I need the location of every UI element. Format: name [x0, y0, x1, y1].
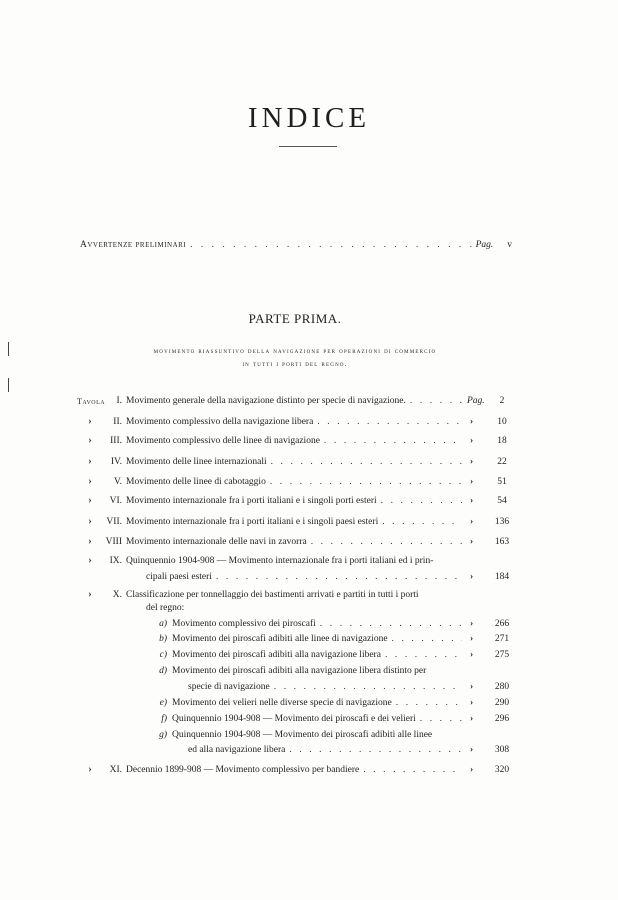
ditto-mark: ›	[470, 714, 474, 724]
tavola-label: Tavola	[77, 397, 106, 406]
toc-entry-text: Movimento complessivo delle linee di navigazione	[126, 436, 320, 446]
toc-entry[interactable]	[126, 765, 466, 775]
toc-entry-number: IX.	[109, 556, 122, 566]
toc-page-number: 271	[494, 634, 510, 644]
dot-leader	[216, 572, 462, 582]
toc-sub-entry[interactable]	[172, 650, 466, 660]
pag-label: Pag.	[467, 396, 485, 406]
toc-entry[interactable]	[146, 572, 466, 582]
toc-page-number: 296	[494, 714, 510, 724]
sub-entry-letter: e)	[159, 698, 167, 708]
toc-entry[interactable]	[126, 396, 466, 406]
toc-entry-text: cipali paesi esteri	[146, 572, 212, 582]
ditto-mark: ›	[470, 650, 474, 660]
toc-entry-text: Movimento delle linee di cabotaggio	[126, 477, 266, 487]
toc-page-number: 184	[494, 572, 510, 582]
toc-page-number: 22	[497, 457, 507, 467]
toc-entry-text: specie di navigazione	[188, 682, 270, 692]
toc-page-number: 320	[494, 765, 510, 775]
toc-page-number: 10	[497, 417, 507, 427]
page-title: INDICE	[247, 102, 371, 134]
ditto-mark: ›	[470, 517, 474, 527]
dot-leader	[289, 745, 462, 755]
toc-sub-entry[interactable]	[172, 698, 466, 708]
sub-entry-letter: b)	[159, 634, 167, 644]
toc-entry[interactable]	[126, 517, 466, 527]
sub-entry-letter: g)	[159, 730, 167, 740]
dot-leader	[363, 765, 462, 775]
toc-page-number: 163	[494, 537, 510, 547]
dot-leader	[270, 477, 462, 487]
dot-leader	[317, 417, 462, 427]
ditto-mark: ›	[470, 634, 474, 644]
toc-entry-number: III.	[110, 436, 122, 446]
toc-page-number: 280	[494, 682, 510, 692]
dot-leader	[274, 682, 462, 692]
toc-entry-text: Decennio 1899-908 — Movimento complessivo per bandiere	[126, 765, 360, 775]
toc-entry-number: VI.	[109, 496, 122, 506]
sub-entry-letter: f)	[161, 714, 167, 724]
sub-entry-letter: a)	[159, 619, 167, 629]
ditto-mark: ›	[88, 536, 92, 547]
ditto-mark: ›	[88, 476, 92, 487]
toc-entry-text: Movimento complessivo della navigazione libera	[126, 417, 314, 427]
toc-page-number: v	[507, 240, 512, 250]
toc-entry-text[interactable]: Movimento dei piroscafi adibiti alla navigazione libera distinto per	[172, 666, 427, 676]
toc-entry-text: Movimento delle linee internazionali	[126, 457, 267, 467]
toc-entry-text: Quinquennio 1904-908 — Movimento dei piroscafi e dei velieri	[172, 714, 416, 724]
toc-entry[interactable]	[126, 417, 466, 427]
ditto-mark: ›	[88, 555, 92, 566]
ditto-mark: ›	[88, 456, 92, 467]
toc-entry-number: II.	[113, 417, 122, 427]
ditto-mark: ›	[470, 537, 474, 547]
ditto-mark: ›	[470, 765, 474, 775]
ditto-mark: ›	[470, 457, 474, 467]
toc-entry[interactable]	[126, 537, 466, 547]
toc-entry-text[interactable]: Classificazione per tonnellaggio dei bastimenti arrivati e partiti in tutti i porti	[126, 590, 419, 600]
part-subtitle: in tutti i porti del regno.	[242, 360, 348, 368]
part-title: PARTE PRIMA.	[248, 311, 342, 326]
toc-page-number: 51	[497, 477, 507, 487]
toc-entry-text: Movimento dei piroscafi adibiti alla navigazione libera	[172, 650, 381, 660]
toc-page-number: 54	[497, 496, 507, 506]
dot-leader	[320, 619, 462, 629]
toc-entry-text[interactable]: Quinquennio 1904-908 — Movimento internazionale fra i porti italiani ed i prin-	[126, 556, 434, 566]
toc-entry[interactable]	[126, 457, 466, 467]
toc-entry-text: ed alla navigazione libera	[188, 745, 286, 755]
toc-page-number: 136	[494, 517, 510, 527]
part-subtitle: movimento riassuntivo della navigazione per operazioni di commercio	[153, 347, 437, 355]
toc-page-number: 290	[494, 698, 510, 708]
toc-entry-text: Movimento dei velieri nelle diverse specie di navigazione	[172, 698, 392, 708]
toc-entry[interactable]	[126, 496, 466, 506]
toc-entry-label: Avvertenze preliminari	[80, 240, 187, 250]
ditto-mark: ›	[88, 589, 92, 600]
toc-entry[interactable]	[126, 436, 466, 446]
toc-page-number: 308	[494, 745, 510, 755]
toc-entry[interactable]	[126, 477, 466, 487]
ditto-mark: ›	[88, 495, 92, 506]
toc-entry-text: Movimento internazionale delle navi in zavorra	[126, 537, 307, 547]
ditto-mark: ›	[88, 516, 92, 527]
ditto-mark: ›	[470, 572, 474, 582]
ditto-mark: ›	[88, 764, 92, 775]
toc-entry-text[interactable]: Quinquennio 1904-908 — Movimento dei piroscafi adibiti alle linee	[172, 730, 433, 740]
toc-entry-number: V.	[113, 477, 122, 487]
toc-entry-number: VIII	[105, 537, 122, 547]
toc-page-number: 266	[494, 619, 510, 629]
dot-leader	[271, 457, 462, 467]
dot-leader	[311, 537, 462, 547]
toc-sub-entry[interactable]	[172, 619, 466, 629]
toc-sub-entry[interactable]	[172, 634, 466, 644]
toc-sub-entry[interactable]	[188, 745, 466, 755]
ditto-mark: ›	[470, 477, 474, 487]
dot-leader	[190, 240, 471, 250]
ditto-mark: ›	[470, 682, 474, 692]
toc-sub-entry[interactable]	[188, 682, 466, 692]
toc-entry-text: Movimento generale della navigazione distinto per specie di navigazione.	[126, 396, 406, 406]
pag-label: Pag.	[475, 240, 494, 250]
toc-entry-number: VII.	[106, 517, 122, 527]
toc-entry-text: Movimento internazionale fra i porti italiani e i singoli porti esteri	[126, 496, 377, 506]
dot-leader	[324, 436, 462, 446]
toc-page-number: 275	[494, 650, 510, 660]
dot-leader	[382, 517, 462, 527]
dot-leader	[381, 496, 462, 506]
ditto-mark: ›	[470, 698, 474, 708]
dot-leader	[392, 634, 462, 644]
ditto-mark: ›	[470, 417, 474, 427]
ditto-mark: ›	[470, 496, 474, 506]
toc-entry-number: XI.	[109, 765, 122, 775]
toc-entry-number: IV.	[110, 457, 122, 467]
title-rule	[279, 146, 337, 147]
dot-leader	[420, 714, 462, 724]
ditto-mark: ›	[470, 436, 474, 446]
toc-sub-entry[interactable]	[172, 714, 466, 724]
ditto-mark: ›	[470, 745, 474, 755]
ditto-mark: ›	[470, 619, 474, 629]
toc-entry-number: X.	[112, 590, 122, 600]
toc-page-number: 2	[499, 396, 505, 406]
toc-entry-text: del regno:	[146, 603, 185, 613]
dot-leader	[396, 698, 462, 708]
toc-page-number: 18	[497, 436, 507, 446]
toc-entry-text: Movimento complessivo dei piroscafi	[172, 619, 316, 629]
dot-leader	[410, 396, 462, 406]
margin-mark	[8, 378, 9, 392]
sub-entry-letter: d)	[159, 666, 167, 676]
dot-leader	[385, 650, 462, 660]
toc-entry-avvertenze[interactable]	[80, 240, 512, 250]
ditto-mark: ›	[88, 435, 92, 446]
sub-entry-letter: c)	[159, 650, 167, 660]
ditto-mark: ›	[88, 416, 92, 427]
toc-entry-text: Movimento internazionale fra i porti italiani e i singoli paesi esteri	[126, 517, 379, 527]
toc-entry-text: Movimento dei piroscafi adibiti alle linee di navigazione	[172, 634, 388, 644]
toc-entry-number: I.	[116, 396, 122, 406]
